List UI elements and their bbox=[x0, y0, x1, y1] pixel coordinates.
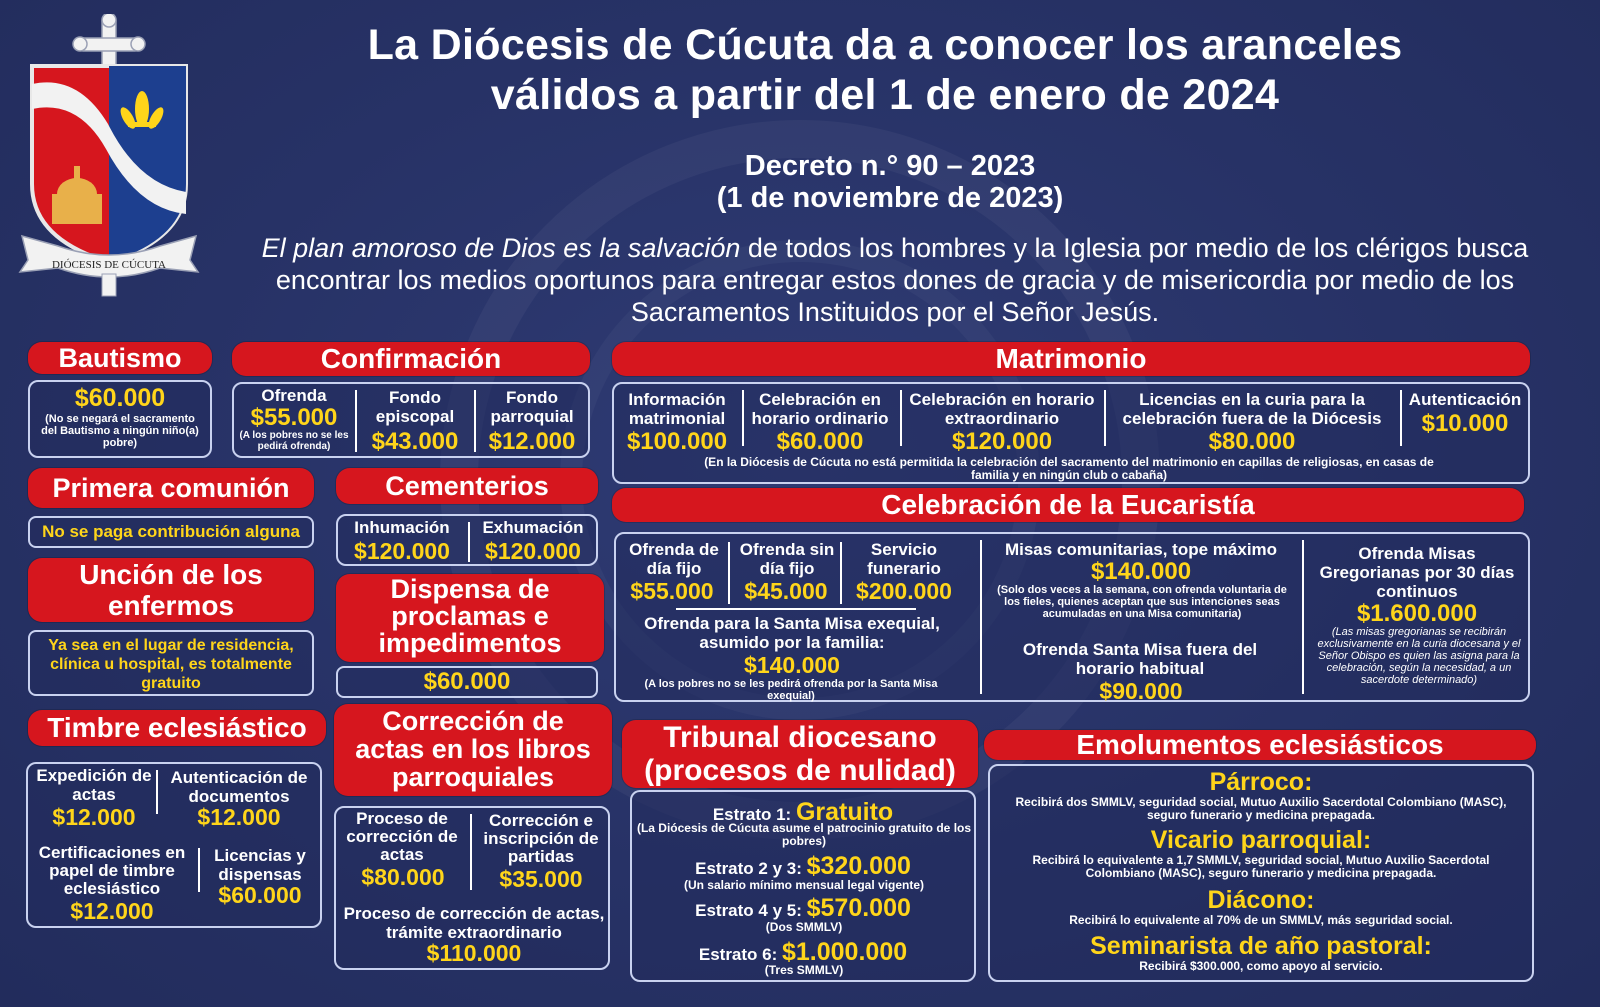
separator bbox=[1104, 390, 1106, 446]
estrato-4-label: Estrato 4 y 5: bbox=[695, 901, 807, 920]
expedicion-label: Expedición de actas bbox=[36, 766, 152, 804]
separator bbox=[1302, 540, 1304, 694]
dispensa-title-line-3: impedimentos bbox=[378, 628, 562, 658]
separator bbox=[156, 770, 158, 814]
proceso-price: $80.000 bbox=[361, 864, 445, 890]
proceso-label: Proceso de corrección de actas bbox=[346, 809, 458, 864]
autenticacion-label: Autenticación de documentos bbox=[170, 768, 308, 806]
timbre-title: Timbre eclesiástico bbox=[28, 710, 326, 746]
estrato-6-price: $1.000.000 bbox=[782, 938, 908, 966]
matrimonio-note: (En la Diócesis de Cúcuta no está permitida la celebración del sacramento del matrimonio en capillas de religiosas, en casas de familia y en ningún club o cabaña) bbox=[704, 455, 1434, 482]
matrimonio-item-label: Autenticación bbox=[1408, 390, 1522, 409]
matrimonio-item-label: Información matrimonial bbox=[628, 390, 726, 428]
correccion-title bbox=[334, 704, 612, 796]
matrimonio-item-price: $60.000 bbox=[776, 428, 864, 455]
separator bbox=[742, 390, 744, 446]
tribunal-title bbox=[622, 720, 978, 788]
matrimonio-box bbox=[612, 382, 1530, 484]
matrimonio-item-label: Licencias en la curia para la celebración fuera de la Diócesis bbox=[1122, 390, 1382, 428]
estrato-4-price: $570.000 bbox=[806, 894, 911, 922]
confirmacion-episcopal-price: $43.000 bbox=[371, 428, 459, 455]
estrato-4-note: (Dos SMMLV) bbox=[765, 920, 843, 934]
inscripcion-label: Corrección e inscripción de partidas bbox=[483, 811, 599, 866]
estrato-2-3 bbox=[632, 852, 974, 881]
diacono-role: Diácono: bbox=[1207, 886, 1315, 914]
matrimonio-item-price: $10.000 bbox=[1421, 410, 1509, 437]
page-title bbox=[240, 20, 1530, 120]
parroco-role: Párroco: bbox=[1209, 768, 1313, 796]
estrato-6-label: Estrato 6: bbox=[698, 945, 782, 964]
matrimonio-item-price: $120.000 bbox=[951, 428, 1053, 455]
intro-paragraph bbox=[250, 232, 1540, 328]
title-line-2: válidos a partir del 1 de enero de 2024 bbox=[490, 71, 1280, 119]
funerario-price: $200.000 bbox=[856, 578, 952, 604]
inhumacion-price: $120.000 bbox=[354, 538, 450, 564]
timbre-box bbox=[26, 762, 322, 928]
sin-dia-label: Ofrenda sin día fijo bbox=[739, 540, 835, 578]
comunitarias-label: Misas comunitarias, tope máximo bbox=[1004, 540, 1278, 559]
matrimonio-title: Matrimonio bbox=[612, 342, 1530, 376]
separator bbox=[474, 390, 476, 452]
matrimonio-item-price: $80.000 bbox=[1208, 428, 1296, 455]
confirmacion-ofrenda-price: $55.000 bbox=[250, 404, 338, 431]
bautismo-price: $60.000 bbox=[74, 384, 166, 412]
eucaristia-title: Celebración de la Eucaristía bbox=[612, 488, 1524, 522]
confirmacion-parroquial-price: $12.000 bbox=[488, 428, 576, 455]
estrato-1-label: Estrato 1: bbox=[712, 805, 796, 824]
autenticacion-price: $12.000 bbox=[197, 804, 281, 830]
gregorianas-price: $1.600.000 bbox=[1356, 600, 1478, 627]
dispensa-price: $60.000 bbox=[336, 666, 598, 698]
separator bbox=[470, 814, 472, 890]
estrato-1-note: (La Diócesis de Cúcuta asume el patrocinio gratuito de los pobres) bbox=[636, 821, 972, 848]
parroco-text: Recibirá dos SMMLV, seguridad social, Mutuo Auxilio Sacerdotal Colombiano (MASC), seguro funerario y medicina prepagada. bbox=[1015, 795, 1507, 822]
cementerios-box bbox=[336, 514, 598, 566]
decree-number: Decreto n.° 90 – 2023 bbox=[744, 150, 1036, 182]
exhumacion-price: $120.000 bbox=[485, 538, 581, 564]
gregorianas-label: Ofrenda Misas Gregorianas por 30 días continuos bbox=[1319, 544, 1515, 601]
bautismo-note: (No se negará el sacramento del Bautismo a ningún niño(a) pobre) bbox=[41, 413, 199, 449]
uncion-title-line-1: Unción de los bbox=[79, 559, 263, 590]
expedicion-price: $12.000 bbox=[52, 804, 136, 830]
emolumentos-box bbox=[988, 764, 1534, 982]
dispensa-title-line-2: proclamas e bbox=[391, 601, 549, 631]
certificaciones-label: Certificaciones en papel de timbre eclesiástico bbox=[38, 843, 186, 898]
seminarista-role: Seminarista de año pastoral: bbox=[1090, 932, 1432, 960]
estrato-2-note: (Un salario mínimo mensual legal vigente) bbox=[683, 878, 925, 892]
bautismo-title: Bautismo bbox=[28, 342, 212, 374]
intro-rest: de todos los hombres y la Iglesia por medio de los clérigos busca encontrar los medios oportunos para entregar estos dones de gracia y de misericordia por medio de los Sacramentos Instituidos por el Señor Jesús. bbox=[275, 233, 1529, 327]
comunitarias-note: (Solo dos veces a la semana, con ofrenda voluntaria de los fieles, quienes aceptan que sus intenciones seas acumuladas en una Misa comunitaria) bbox=[997, 584, 1287, 620]
licencias-label: Licencias y dispensas bbox=[214, 846, 306, 884]
separator bbox=[980, 540, 982, 694]
dispensa-title bbox=[336, 574, 604, 662]
diacono-text: Recibirá lo equivalente al 70% de un SMMLV, más seguridad social. bbox=[1069, 913, 1453, 927]
extra-price: $110.000 bbox=[426, 940, 522, 966]
exequial-price: $140.000 bbox=[744, 652, 840, 678]
decree-date: (1 de noviembre de 2023) bbox=[716, 182, 1064, 214]
tribunal-box bbox=[630, 790, 976, 982]
dia-fijo-price: $55.000 bbox=[630, 578, 714, 604]
confirmacion-ofrenda-label: Ofrenda bbox=[261, 386, 327, 405]
emolumentos-title: Emolumentos eclesiásticos bbox=[984, 730, 1536, 760]
cementerios-title: Cementerios bbox=[336, 468, 598, 504]
correccion-title-line-2: actas en los libros bbox=[355, 734, 591, 764]
tribunal-title-line-1: Tribunal diocesano bbox=[663, 721, 937, 754]
comunitarias-price: $140.000 bbox=[1090, 558, 1192, 585]
fuera-horario-price: $90.000 bbox=[1099, 678, 1183, 704]
confirmacion-box bbox=[232, 382, 590, 458]
diocese-logo bbox=[18, 14, 203, 299]
estrato-1-price: Gratuito bbox=[795, 798, 894, 826]
inscripcion-price: $35.000 bbox=[499, 866, 583, 892]
title-line-1: La Diócesis de Cúcuta da a conocer los aranceles bbox=[367, 21, 1403, 69]
fuera-horario-label: Ofrenda Santa Misa fuera del horario habitual bbox=[1022, 640, 1258, 678]
primera-comunion-title: Primera comunión bbox=[28, 468, 314, 508]
logo-ribbon-text: DIÓCESIS DE CÚCUTA bbox=[51, 259, 167, 271]
inhumacion-label: Inhumación bbox=[354, 518, 450, 537]
estrato-2-label: Estrato 2 y 3: bbox=[695, 859, 807, 878]
decree bbox=[680, 150, 1100, 214]
confirmacion-parroquial-label: Fondo parroquial bbox=[490, 388, 574, 426]
dispensa-title-line-1: Dispensa de bbox=[390, 574, 550, 604]
confirmacion-episcopal-label: Fondo episcopal bbox=[375, 388, 455, 426]
exhumacion-label: Exhumación bbox=[482, 518, 584, 537]
uncion-title-line-2: enfermos bbox=[107, 590, 235, 621]
uncion-title bbox=[28, 558, 314, 622]
bautismo-box bbox=[28, 380, 212, 458]
vicario-text: Recibirá lo equivalente a 1,7 SMMLV, seguridad social, Mutuo Auxilio Sacerdotal Colombiano (MASC), seguro funerario y medicina prepagada. bbox=[1032, 853, 1490, 880]
matrimonio-item-price: $100.000 bbox=[626, 428, 728, 455]
exequial-note: (A los pobres no se les pedirá ofrenda por la Santa Misa exequial) bbox=[644, 678, 938, 702]
intro-italic: El plan amoroso de Dios es la salvación bbox=[261, 233, 741, 263]
seminarista-text: Recibirá $300.000, como apoyo al servicio. bbox=[1139, 959, 1383, 973]
separator bbox=[676, 608, 916, 610]
licencias-price: $60.000 bbox=[218, 882, 302, 908]
correccion-box bbox=[334, 806, 610, 970]
exequial-label: Ofrenda para la Santa Misa exequial, asumido por la familia: bbox=[644, 614, 940, 652]
correccion-title-line-3: parroquiales bbox=[391, 762, 555, 792]
primera-comunion-box: No se paga contribución alguna bbox=[28, 516, 314, 548]
extra-label: Proceso de corrección de actas, trámite extraordinario bbox=[343, 904, 605, 942]
confirmacion-title: Confirmación bbox=[232, 342, 590, 376]
gregorianas-note: (Las misas gregorianas se recibirán exclusivamente en la curia diocesana y el Señor Obispo es quien las asigna para la celebración, según la necesidad, a un sacerdote determinado) bbox=[1317, 626, 1521, 686]
funerario-label: Servicio funerario bbox=[867, 540, 941, 578]
certificaciones-price: $12.000 bbox=[70, 898, 154, 924]
separator bbox=[900, 390, 902, 446]
dia-fijo-label: Ofrenda de día fijo bbox=[629, 540, 719, 578]
matrimonio-item-label: Celebración en horario ordinario bbox=[751, 390, 889, 428]
estrato-4-5 bbox=[632, 894, 974, 923]
matrimonio-item-label: Celebración en horario extraordinario bbox=[909, 390, 1095, 428]
sin-dia-price: $45.000 bbox=[744, 578, 828, 604]
eucaristia-box bbox=[614, 532, 1530, 702]
estrato-6-note: (Tres SMMLV) bbox=[764, 963, 844, 977]
separator bbox=[355, 390, 357, 452]
vicario-role: Vicario parroquial: bbox=[1150, 826, 1372, 854]
correccion-title-line-1: Corrección de bbox=[382, 706, 564, 736]
uncion-box: Ya sea en el lugar de residencia, clínica u hospital, es totalmente gratuito bbox=[28, 630, 314, 696]
estrato-2-price: $320.000 bbox=[806, 852, 911, 880]
tribunal-title-line-2: (procesos de nulidad) bbox=[644, 754, 956, 787]
confirmacion-ofrenda-note: (A los pobres no se les pedirá ofrenda) bbox=[239, 430, 349, 452]
